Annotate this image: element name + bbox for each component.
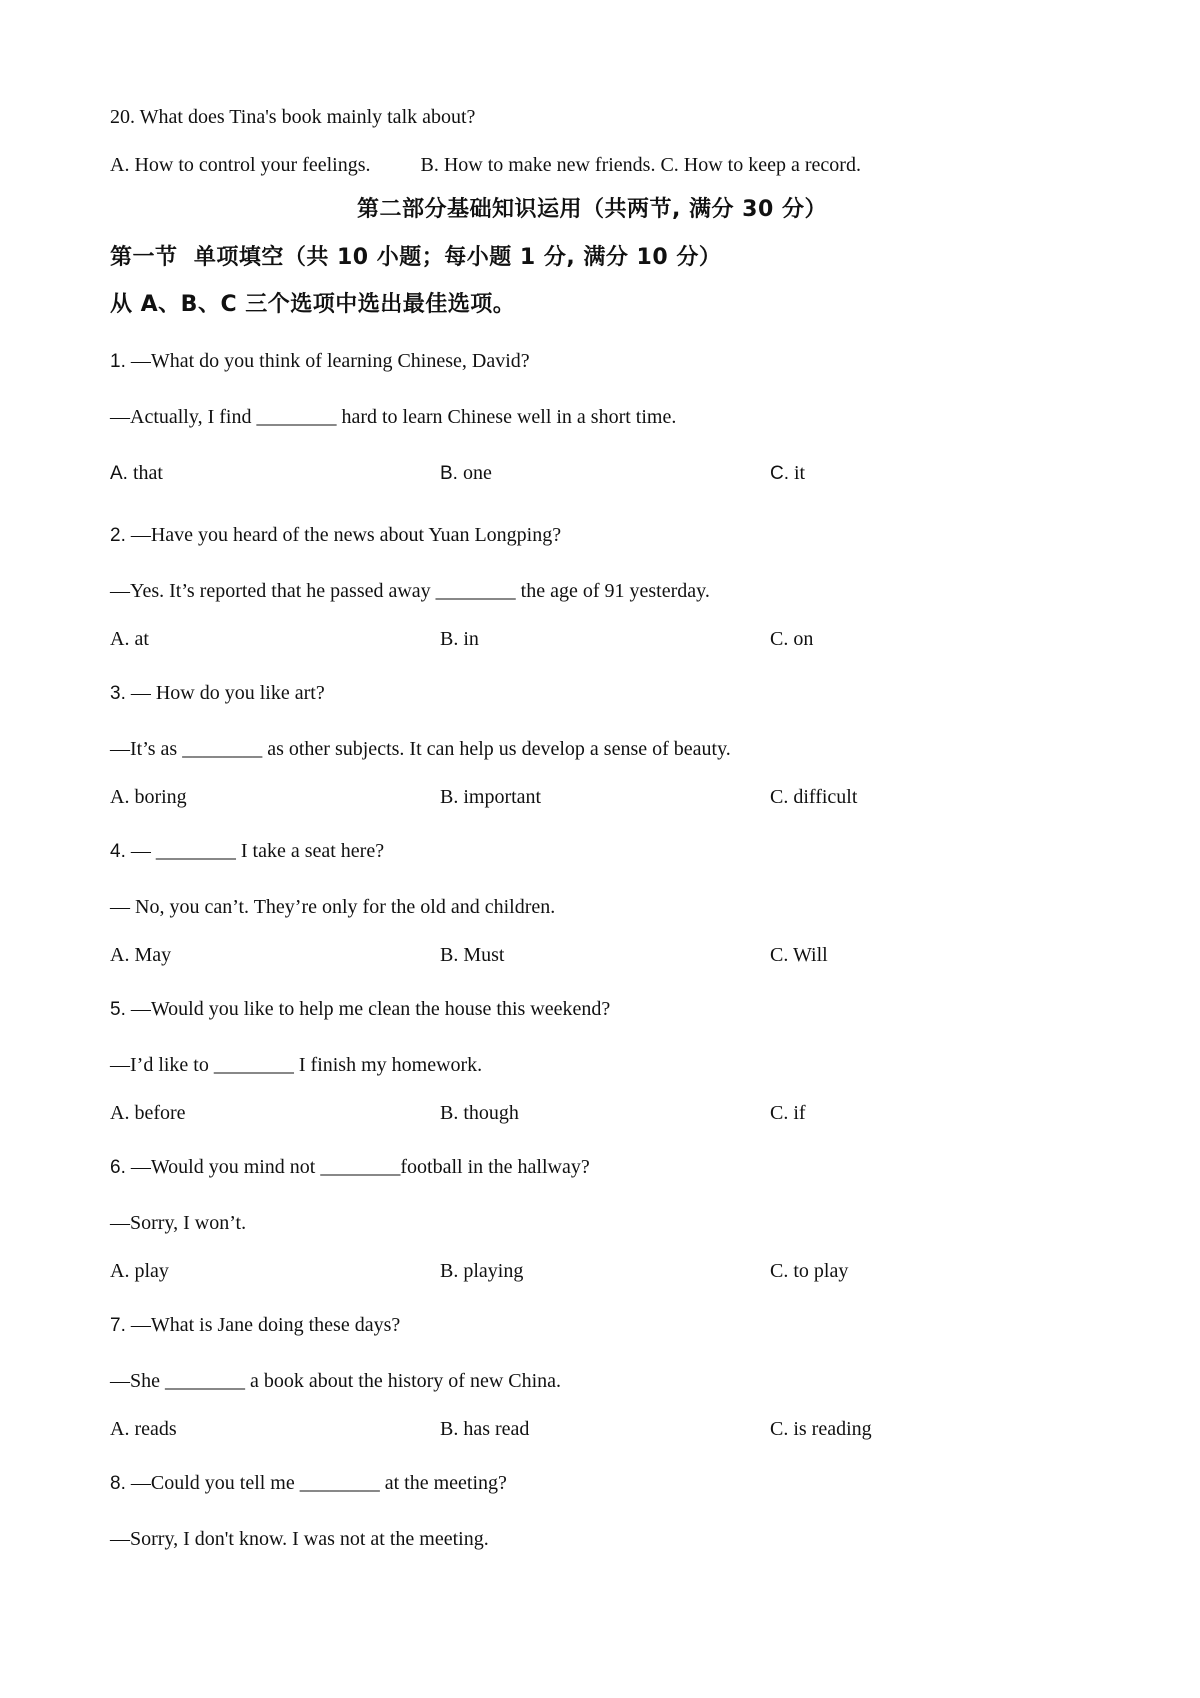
q7-option-a: A. reads	[110, 1418, 177, 1440]
q20-question: 20. What does Tina's book mainly talk about?	[110, 106, 476, 128]
q7-prompt	[110, 1312, 400, 1339]
q3-number: 3.	[110, 683, 126, 704]
q5-option-b: B. though	[440, 1102, 519, 1124]
q3-option-b: B. important	[440, 786, 542, 808]
q5-response: —I’d like to ________ I finish my homework.	[110, 1054, 483, 1076]
q20-options: A. How to control your feelings. B. How to make new friends. C. How to keep a record.	[110, 154, 861, 176]
q4-option-b: B. Must	[440, 944, 505, 966]
q6-number: 6.	[110, 1157, 126, 1178]
q8-line1: —Could you tell me ________ at the meeting?	[125, 1472, 507, 1494]
q3-option-a: A. boring	[110, 786, 187, 808]
q4-option-c: C. Will	[770, 944, 828, 966]
q8-prompt	[110, 1470, 507, 1497]
q1-number: 1.	[110, 351, 126, 372]
q3-prompt	[110, 680, 325, 707]
q4-response: — No, you can’t. They’re only for the old and children.	[110, 896, 556, 918]
q3-line1: — How do you like art?	[125, 682, 325, 704]
q2-line1: —Have you heard of the news about Yuan Longping?	[125, 524, 562, 546]
q2-options	[110, 626, 1010, 652]
q4-line1: — ________ I take a seat here?	[125, 840, 385, 862]
q5-prompt	[110, 996, 610, 1023]
q5-option-a: A. before	[110, 1102, 186, 1124]
part2-title: 第二部分基础知识运用（共两节, 满分 30 分）	[357, 197, 827, 222]
q2-option-b: B. in	[440, 628, 479, 650]
q6-option-a: A. play	[110, 1260, 169, 1282]
q6-options	[110, 1258, 1010, 1284]
q5-option-c: C. if	[770, 1102, 806, 1124]
q5-options	[110, 1100, 1010, 1126]
q8-response: —Sorry, I don't know. I was not at the meeting.	[110, 1528, 489, 1550]
q2-option-c: C. on	[770, 628, 814, 650]
q8-number: 8.	[110, 1473, 126, 1494]
q1-prompt	[110, 348, 530, 375]
q1-response: —Actually, I find ________ hard to learn Chinese well in a short time.	[110, 406, 677, 428]
q6-response: —Sorry, I won’t.	[110, 1212, 247, 1234]
q4-option-a: A. May	[110, 944, 172, 966]
q7-option-b: B. has read	[440, 1418, 530, 1440]
q7-option-c: C. is reading	[770, 1418, 872, 1440]
q2-response: —Yes. It’s reported that he passed away ________ the age of 91 yesterday.	[110, 580, 710, 602]
q1-option-b: B. one	[440, 462, 492, 484]
section1-instruction: 从 A、B、C 三个选项中选出最佳选项。	[110, 292, 516, 317]
q2-prompt	[110, 522, 561, 549]
q2-option-a: A. at	[110, 628, 149, 650]
q7-number: 7.	[110, 1315, 126, 1336]
q4-prompt	[110, 838, 384, 865]
q1-options	[110, 460, 1010, 486]
q5-number: 5.	[110, 999, 126, 1020]
q3-options	[110, 784, 1010, 810]
q4-number: 4.	[110, 841, 126, 862]
q6-prompt	[110, 1154, 590, 1181]
q3-response: —It’s as ________ as other subjects. It can help us develop a sense of beauty.	[110, 738, 731, 760]
section1-title: 第一节 单项填空（共 10 小题；每小题 1 分, 满分 10 分）	[110, 245, 722, 270]
q5-line1: —Would you like to help me clean the house this weekend?	[125, 998, 611, 1020]
q1-option-a: A. that	[110, 462, 163, 484]
q2-number: 2.	[110, 525, 126, 546]
q6-option-c: C. to play	[770, 1260, 849, 1282]
q1-line1: —What do you think of learning Chinese, David?	[125, 350, 530, 372]
q7-options	[110, 1416, 1010, 1442]
q7-line1: —What is Jane doing these days?	[125, 1314, 401, 1336]
q1-option-c: C. it	[770, 462, 806, 484]
q6-line1: —Would you mind not ________football in the hallway?	[125, 1156, 590, 1178]
q7-response: —She ________ a book about the history of new China.	[110, 1370, 562, 1392]
q3-option-c: C. difficult	[770, 786, 858, 808]
q6-option-b: B. playing	[440, 1260, 524, 1282]
q4-options	[110, 942, 1010, 968]
